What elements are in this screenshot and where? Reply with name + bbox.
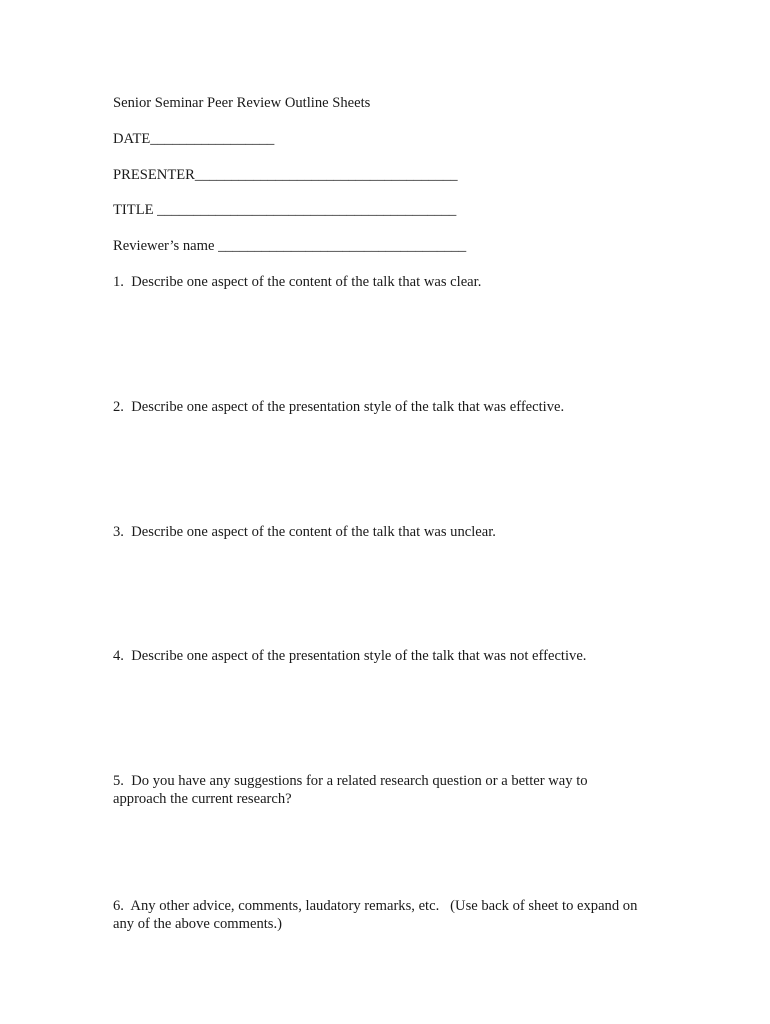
question-text: 5. Do you have any suggestions for a related research question or a better way to <box>113 773 588 789</box>
question-text: 1. Describe one aspect of the content of the talk that was clear. <box>113 274 482 290</box>
question-5 <box>113 772 673 808</box>
question-3 <box>113 523 673 541</box>
reviewer-name-field: Reviewer’s name __________________________________ <box>113 238 467 254</box>
question-text-continued: approach the current research? <box>113 791 292 807</box>
document-title: Senior Seminar Peer Review Outline Sheets <box>113 95 371 111</box>
question-4 <box>113 647 673 665</box>
question-1 <box>113 273 673 291</box>
question-text-continued: any of the above comments.) <box>113 916 282 932</box>
presenter-field: PRESENTER____________________________________ <box>113 167 458 183</box>
question-text: 6. Any other advice, comments, laudatory remarks, etc. (Use back of sheet to expand on <box>113 898 638 914</box>
question-text: 4. Describe one aspect of the presentation style of the talk that was not effective. <box>113 648 587 664</box>
title-field: TITLE _________________________________________ <box>113 202 457 218</box>
question-2 <box>113 398 673 416</box>
question-text: 3. Describe one aspect of the content of the talk that was unclear. <box>113 524 496 540</box>
question-6 <box>113 897 673 933</box>
date-field: DATE_________________ <box>113 131 275 147</box>
question-text: 2. Describe one aspect of the presentation style of the talk that was effective. <box>113 399 565 415</box>
